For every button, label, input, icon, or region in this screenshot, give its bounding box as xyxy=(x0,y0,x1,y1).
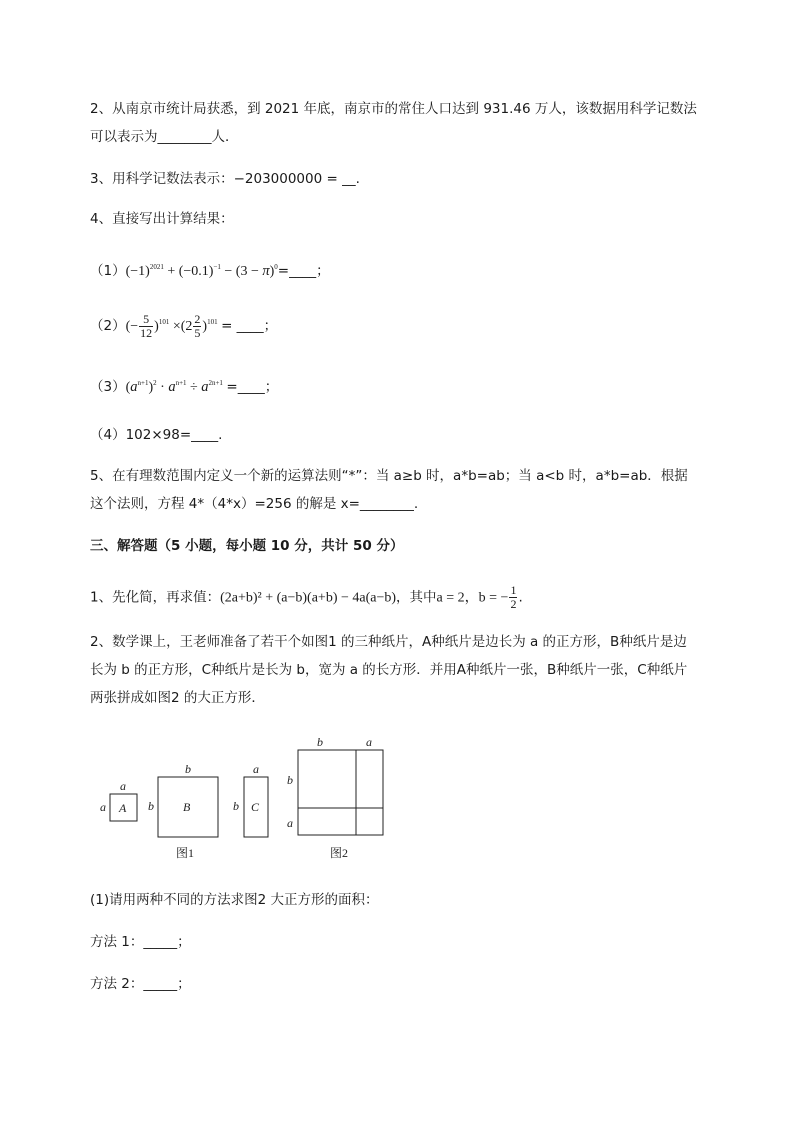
q4-part2-answer: = ____； xyxy=(221,318,278,334)
label-b-left-fig2: b xyxy=(287,773,293,787)
q4-part1: $(1)(-1)^{2021} + (-0.1)^{-1} - (3$ − $\pi)^0=\_\_\_\_$； xyxy=(90,263,330,279)
q5-line1: 5、在有理数范围内定义一个新的运算法则“*”：当 a≥b 时，a*b=ab；当 a<b 时，a*b=ab．根据 xyxy=(90,468,688,484)
fraction-5-12: $\frac{5}{12}$ xyxy=(140,312,153,341)
fraction-2-5: $\frac{2}{5}$ xyxy=(194,312,201,341)
label-a-left-fig2: a xyxy=(287,816,293,830)
q4-part2: （2）(− $\frac{5}{12}$ )$^{101}$ ×(2 $\frac{2}{5}$ )$^{101}$ = ____； xyxy=(90,312,278,341)
s2-line3: 两张拼成如图2 的大正方形． xyxy=(90,690,265,706)
q4-part1-exp2: −1 xyxy=(213,263,221,271)
label-a-left-of-A: a xyxy=(100,800,106,814)
q4-part4: （4）102×98=____. xyxy=(90,427,223,443)
section-heading: 三、解答题（5 小题，每小题 10 分，共计 50 分） xyxy=(90,538,404,554)
s1-mid: ，其中 xyxy=(396,589,437,606)
label-b-top-of-B: b xyxy=(185,762,191,776)
label-b-top-fig2: b xyxy=(317,735,323,749)
label-a-top-of-A: a xyxy=(120,779,126,793)
figure-diagram xyxy=(90,730,400,865)
s2-line1: 2、数学课上，王老师准备了若干个如图1 的三种纸片，A种纸片是边长为 a 的正方形，B种纸片是边 xyxy=(90,634,687,650)
q4-part1-exp3: 0 xyxy=(274,263,278,271)
label-b-left-of-C: b xyxy=(233,799,239,813)
q4-part1-answer: =____； xyxy=(277,263,330,279)
q4-intro: 4、直接写出计算结果： xyxy=(90,211,234,227)
big-square xyxy=(298,750,383,835)
name-A: A xyxy=(119,801,127,815)
s1-end: . xyxy=(518,589,523,606)
q4-part1-label: （1） xyxy=(90,263,126,279)
name-B: B xyxy=(183,800,191,814)
s1-condition-a: a = 2 xyxy=(436,590,465,606)
sub1-question: (1)请用两种不同的方法求图2 大正方形的面积： xyxy=(90,892,379,908)
caption-figure-2: 图2 xyxy=(330,846,349,860)
s1-prefix: 1、先化简，再求值： xyxy=(90,589,221,606)
caption-figure-1: 图1 xyxy=(176,846,195,860)
q4-part3-label: （3） xyxy=(90,379,126,395)
q3-text: 3、用科学记数法表示：−203000000 = __. xyxy=(90,171,360,187)
name-C: C xyxy=(251,800,260,814)
q2-line2: 可以表示为________人． xyxy=(90,129,239,145)
sub1-method1: 方法 1：_____； xyxy=(90,934,191,950)
fraction-1-2: $\frac{1}{2}$ xyxy=(510,583,517,611)
label-a-top-fig2: a xyxy=(366,735,372,749)
s2-line2: 长为 b 的正方形，C种纸片是长为 b，宽为 a 的长方形．并用A种纸片一张，B种纸片一张，C种纸片 xyxy=(90,662,688,678)
q4-part2-exp-b: 101 xyxy=(207,318,218,326)
q4-part3-answer: =____； xyxy=(226,379,279,395)
sub1-method2: 方法 2：_____； xyxy=(90,976,191,992)
q4-part2-exp-a: 101 xyxy=(158,318,170,326)
label-a-top-of-C: a xyxy=(253,762,259,776)
q2-line1: 2、从南京市统计局获悉，到 2021 年底，南京市的常住人口达到 931.46 万人，该数据用科学记数法 xyxy=(90,101,697,117)
label-b-left-of-B: b xyxy=(148,799,154,813)
s1-condition-b-prefix: ，b = − xyxy=(464,590,509,606)
q4-part3: $(3)(a^{n+1})^2 \cdot a^{n+1} \div a^{2n+1}$ =____； xyxy=(90,379,279,395)
s1-question xyxy=(90,584,523,611)
q4-part2-label: （2） xyxy=(90,318,126,334)
q5-line2: 这个法则，方程 4*（4*x）=256 的解是 x=________. xyxy=(90,496,419,512)
q4-part1-exp1: 2021 xyxy=(149,263,164,271)
s1-expression: (2a+b)² + (a−b)(a+b) − 4a(a−b) xyxy=(220,590,397,606)
